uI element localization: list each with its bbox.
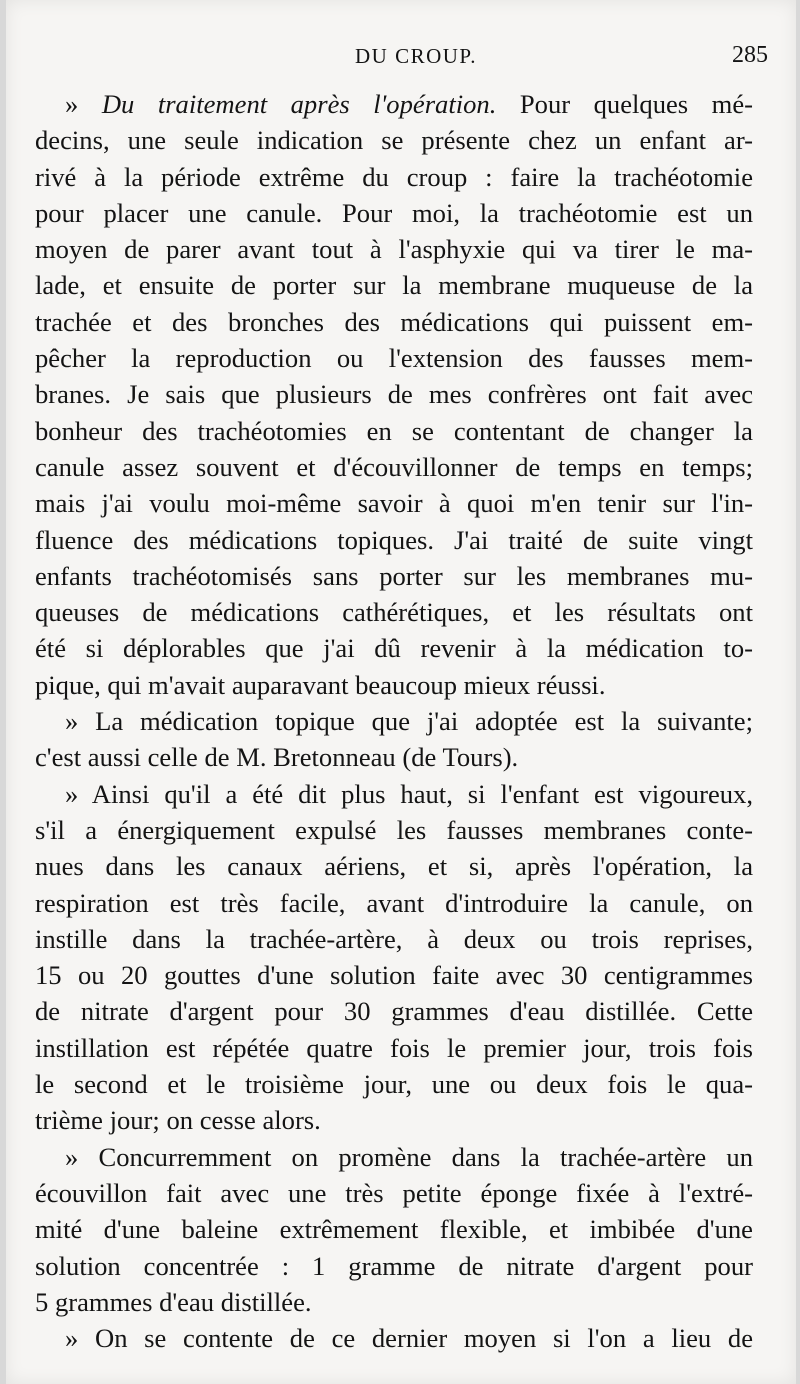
text-line: de nitrate d'argent pour 30 grammes d'eau distillée. Cette <box>35 996 753 1027</box>
text-line: branes. Je sais que plusieurs de mes confrères ont fait avec <box>35 379 753 410</box>
text-line: instille dans la trachée-artère, à deux ou trois reprises, <box>35 923 753 954</box>
text-line: » La médication topique que j'ai adoptée est la suivante; <box>65 706 753 737</box>
text-line: respiration est très facile, avant d'introduire la canule, on <box>35 887 753 918</box>
text-line-rest: Pour quelques mé- <box>496 89 753 119</box>
text-line: » On se contente de ce dernier moyen si l'on a lieu de <box>65 1323 753 1354</box>
text-line: instillation est répétée quatre fois le premier jour, trois fois <box>35 1032 753 1063</box>
text-line: queuses de médications cathérétiques, et les résultats ont <box>35 597 753 628</box>
text-line: moyen de parer avant tout à l'asphyxie qui va tirer le ma- <box>35 234 753 265</box>
text-line: lade, et ensuite de porter sur la membrane muqueuse de la <box>35 270 753 301</box>
book-page <box>6 0 796 1384</box>
text-line: mité d'une baleine extrêmement flexible, et imbibée d'une <box>35 1214 753 1245</box>
text-line: canule assez souvent et d'écouvillonner de temps en temps; <box>35 451 753 482</box>
text-line: trième jour; on cesse alors. <box>35 1105 321 1136</box>
text-line: c'est aussi celle de M. Bretonneau (de Tours). <box>35 742 519 773</box>
text-line: trachée et des bronches des médications qui puissent em- <box>35 306 753 337</box>
text-line: solution concentrée : 1 gramme de nitrate d'argent pour <box>35 1250 753 1281</box>
quote-mark: » <box>65 89 102 119</box>
text-line: nues dans les canaux aériens, et si, après l'opération, la <box>35 851 753 882</box>
text-line: enfants trachéotomisés sans porter sur les membranes mu- <box>35 560 753 591</box>
text-line: pique, qui m'avait auparavant beaucoup mieux réussi. <box>35 669 606 700</box>
text-line: mais j'ai voulu moi-même savoir à quoi m'en tenir sur l'in- <box>35 488 753 519</box>
running-head: DU CROUP. <box>354 44 478 68</box>
section-heading-italic: Du traitement après l'opération. <box>101 89 497 119</box>
text-line: fluence des médications topiques. J'ai traité de suite vingt <box>35 524 753 555</box>
text-line: 15 ou 20 gouttes d'une solution faite avec 30 centigrammes <box>35 960 753 991</box>
text-line: pour placer une canule. Pour moi, la trachéotomie est un <box>35 197 753 228</box>
text-line: rivé à la période extrême du croup : faire la trachéotomie <box>35 161 753 192</box>
page-number: 285 <box>732 42 768 68</box>
text-line: le second et le troisième jour, une ou deux fois le qua- <box>35 1069 753 1100</box>
text-line: » Ainsi qu'il a été dit plus haut, si l'enfant est vigoureux, <box>65 778 753 809</box>
text-line: 5 grammes d'eau distillée. <box>35 1286 312 1317</box>
text-line: s'il a énergiquement expulsé les fausses membranes conte- <box>35 814 753 845</box>
page-header <box>6 44 796 78</box>
text-line: pêcher la reproduction ou l'extension des fausses mem- <box>35 343 753 374</box>
text-line: bonheur des trachéotomies en se contentant de changer la <box>35 415 753 446</box>
body-text <box>35 86 753 1356</box>
text-line: été si déplorables que j'ai dû revenir à la médication to- <box>35 633 753 664</box>
text-line: écouvillon fait avec une très petite éponge fixée à l'extré- <box>35 1177 753 1208</box>
text-line <box>35 86 753 122</box>
text-line: decins, une seule indication se présente chez un enfant ar- <box>35 125 753 156</box>
text-line: » Concurremment on promène dans la trachée-artère un <box>65 1141 753 1172</box>
